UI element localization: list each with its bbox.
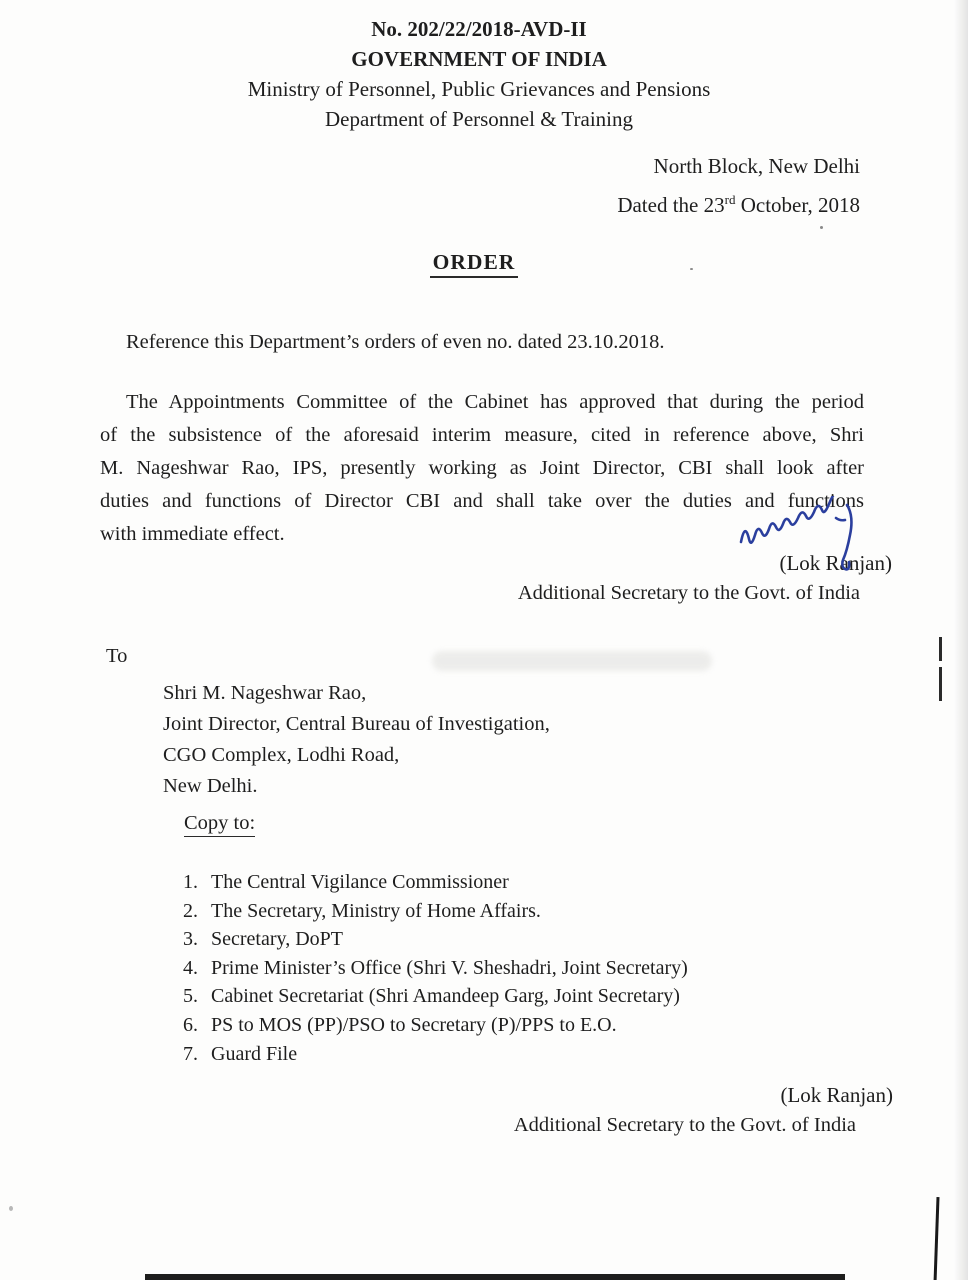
signatory-designation: Additional Secretary to the Govt. of India <box>517 582 860 604</box>
scan-speck <box>820 226 823 229</box>
scan-speck <box>690 268 693 270</box>
copy-to-item: 1. The Central Vigilance Commissioner <box>183 871 509 893</box>
copy-to-item: 4. Prime Minister’s Office (Shri V. Sheshadri, Joint Secretary) <box>183 956 688 979</box>
order-heading: ORDER <box>430 250 519 278</box>
government-title: GOVERNMENT OF INDIA <box>351 47 607 71</box>
copy-to-item: 7. Guard File <box>183 1042 298 1065</box>
footer-signatory-designation: Additional Secretary to the Govt. of India <box>513 1114 856 1136</box>
footer-signatory-name: (Lok Ranjan) <box>780 1083 893 1107</box>
place-date-block <box>617 150 860 222</box>
signatory-name: (Lok Ranjan) <box>779 551 892 575</box>
copy-to-item: 3. Secretary, DoPT <box>183 928 343 951</box>
scan-speck <box>9 1206 13 1211</box>
body-line: M. Nageshwar Rao, IPS, presently working as Joint Director, CBI shall look after <box>100 457 864 479</box>
letterhead <box>0 14 958 134</box>
addressee-line: CGO Complex, Lodhi Road, <box>163 744 400 766</box>
date-line: Dated the 23rd October, 2018 <box>617 192 860 217</box>
to-label: To <box>106 645 128 667</box>
body-line: with immediate effect. <box>100 523 285 545</box>
body-line: The Appointments Committee of the Cabinet has approved that during the period <box>126 391 864 413</box>
signature-icon <box>735 496 885 581</box>
ministry-line: Ministry of Personnel, Public Grievances and Pensions <box>247 77 711 101</box>
order-heading-wrap <box>0 250 948 278</box>
department-line: Department of Personnel & Training <box>325 107 633 131</box>
scan-artifact-right-dash <box>939 637 942 661</box>
body-line: of the subsistence of the aforesaid interim measure, cited in reference above, Shri <box>100 424 864 446</box>
addressee-line: New Delhi. <box>163 775 258 797</box>
reference-paragraph: Reference this Department’s orders of even no. dated 23.10.2018. <box>126 331 665 353</box>
reference-number: No. 202/22/2018-AVD-II <box>371 17 587 41</box>
addressee-line: Shri M. Nageshwar Rao, <box>163 682 367 704</box>
body-line: duties and functions of Director CBI and shall take over the duties and functions <box>100 490 864 512</box>
addressee-line: Joint Director, Central Bureau of Investigation, <box>163 713 550 735</box>
copy-to-item: 6. PS to MOS (PP)/PSO to Secretary (P)/PPS to E.O. <box>183 1013 617 1036</box>
copy-to-item: 2. The Secretary, Ministry of Home Affairs. <box>183 899 541 922</box>
bottom-scan-bar <box>145 1274 845 1280</box>
scan-artifact-right-dash <box>939 667 942 701</box>
scan-artifact-right-line <box>934 1197 939 1280</box>
place-line: North Block, New Delhi <box>653 154 860 178</box>
addressee-block <box>163 678 550 802</box>
page-edge-shadow <box>954 0 968 1280</box>
copy-to-heading: Copy to: <box>184 812 255 837</box>
copy-to-list <box>183 868 688 1068</box>
scan-smudge <box>432 651 712 671</box>
copy-to-item: 5. Cabinet Secretariat (Shri Amandeep Garg, Joint Secretary) <box>183 985 680 1008</box>
